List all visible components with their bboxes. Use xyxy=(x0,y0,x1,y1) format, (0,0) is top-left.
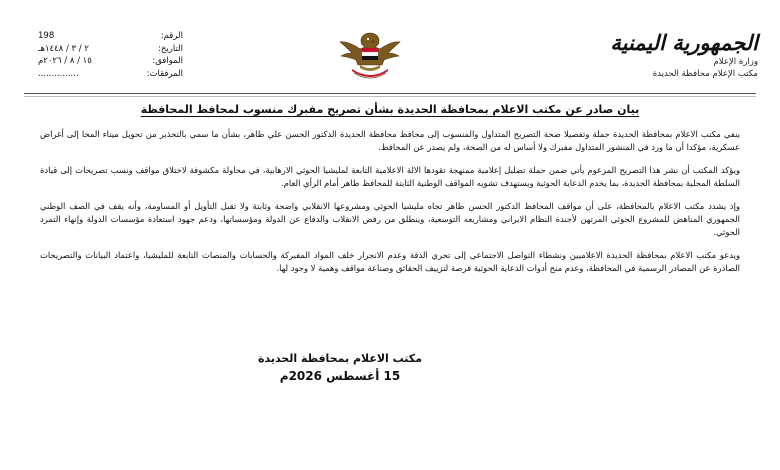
statement-paragraph: وإذ يشدد مكتب الاعلام بالمحافظة، على أن مواقف المحافظ الدكتور الحسن طاهر تجاه مليشيا الحوثي ومشروعها الانقلابي واضحة وثابتة ولا تقبل التأويل أو المساومة، وأنه يقف في الصف الوطني الجمهوري المناهض للمشروع الحوثي المرتهن لأجندة النظام الايراني ومشاريعه التوسعية، وينطلق من رفض الانقلاب والدفاع عن الدولة ومؤسساتها، ودعم جهود استعادة مؤسسات الدولة وإنهاء التمرد الحوثي. xyxy=(40,200,740,238)
signature-block xyxy=(210,351,470,385)
hijri-date-value: ٢ / ٣ / ١٤٤٨هـ xyxy=(38,43,89,54)
reference-number-value: 198 xyxy=(38,31,55,41)
reference-number-row xyxy=(38,30,183,43)
gregorian-date-value: ١٥ / ٨ / ٢٠٢٦م xyxy=(38,56,92,67)
state-slogan xyxy=(300,12,440,25)
attachments-label: المرفقات: xyxy=(146,68,183,79)
hijri-date-row xyxy=(38,43,183,56)
letterhead-emblem-block xyxy=(300,12,440,85)
statement-paragraph: ينفي مكتب الاعلام بمحافظة الحديدة جملة وتفصيلا صحة التصريح المتداول والمنسوب إلى محافظ محافظة الحديدة الدكتور الحسن علي طاهر، بشأن ما سمي بالتحذير من تحويل ميناء المخا إلى أغراض عسكرية، مؤكدا أن ما ورد في المنشور المتداول مفبرك ولا أساس له من الصحة، ولم يصدر عن المحافظ. xyxy=(40,129,740,153)
statement-paragraph: ويدعو مكتب الاعلام بمحافظة الحديدة الاعلاميين ونشطاء التواصل الاجتماعي إلى تحري الدقة وعدم الانجرار خلف المواد المفبركة والحسابات والمنصات التابعة للمليشيا، واعتماد البيانات والتصريحات الصادرة عن المصادر الرسمية في المحافظة، وعدم منح أدوات الدعاية الحوثية فرصة لتزييف الحقائق وصناعة مواقف وهمية لا وجود لها. xyxy=(40,249,740,274)
signature-date: 15 أغسطس 2026م xyxy=(279,369,401,383)
letterhead-reference-block xyxy=(38,30,183,80)
reference-number-label: الرقم: xyxy=(160,31,183,41)
ministry-name: وزارة الإعلام xyxy=(713,57,758,67)
hijri-date-label: التاريخ: xyxy=(158,43,183,54)
statement-body xyxy=(40,128,740,285)
government-name: الجمهورية اليمنية xyxy=(610,30,758,55)
letterhead-ministry-block xyxy=(543,30,758,80)
attachments-row xyxy=(38,68,183,81)
header-divider xyxy=(24,93,756,94)
yemen-eagle-emblem-icon xyxy=(338,27,402,85)
gregorian-date-label: الموافق: xyxy=(152,56,183,67)
header-divider-secondary xyxy=(24,96,756,97)
gregorian-date-row xyxy=(38,55,183,68)
attachments-value: ............... xyxy=(38,68,79,79)
signature-office: مكتب الاعلام بمحافظة الحديدة xyxy=(257,352,423,365)
office-name: مكتب الإعلام محافظة الحديدة xyxy=(652,69,758,79)
statement-paragraph: ويؤكد المكتب أن نشر هذا التصريح المزعوم يأتي ضمن حملة تضليل إعلامية ممنهجة تقودها الالة الاعلامية التابعة لمليشيا الحوثي الارهابية، في محاولة مكشوفة لاختلاق مواقف ونسب تصريحات إلى قيادة السلطة المحلية بمحافظة الحديدة، بما يخدم الدعاية الحوثية ويستهدف تشويه المواقف الوطنية الثابتة للمحافظ طاهر أمام الرأي العام. xyxy=(40,164,740,189)
statement-title: بيان صادر عن مكتب الاعلام بمحافظة الحديدة بشأن تصريح مفبرك منسوب لمحافظ المحافظة xyxy=(140,103,640,116)
